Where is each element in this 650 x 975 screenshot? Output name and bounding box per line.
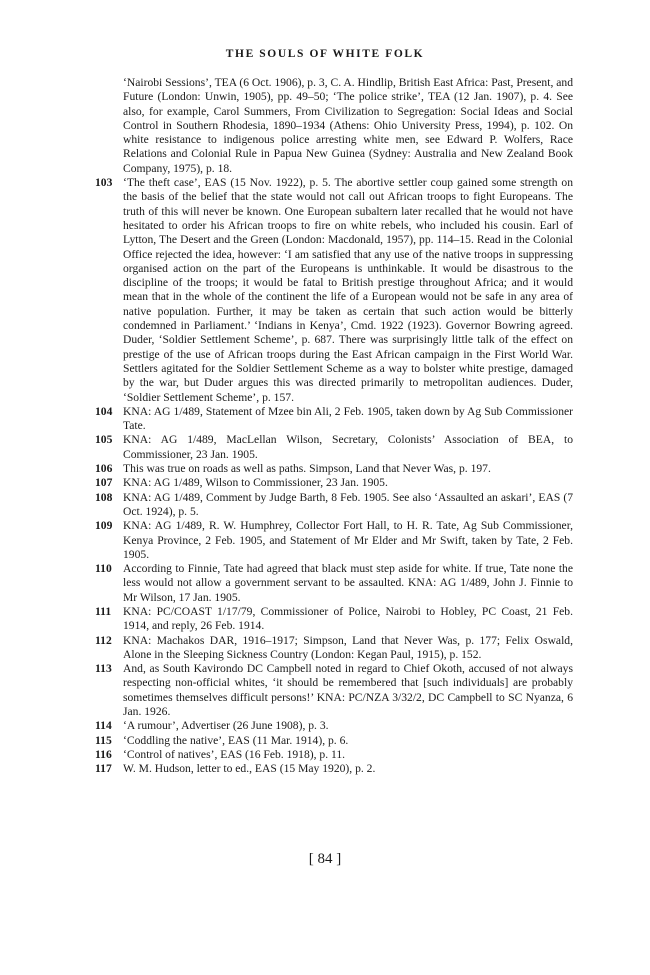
note-112: [95, 634, 573, 663]
note-text: According to Finnie, Tate had agreed that black must step aside for white. If true, Tate none the less would not allow a government servant to be assaulted. KNA: AG 1/489, John J. Finnie to Mr Wilson, 17 Jan. 1905.: [123, 562, 573, 604]
note-number: 110: [95, 562, 112, 576]
note-text: KNA: PC/COAST 1/17/79, Commissioner of Police, Nairobi to Hobley, PC Coast, 21 Feb. 1914, and reply, 26 Feb. 1914.: [123, 604, 573, 633]
note-109: [95, 519, 573, 562]
note-number: 112: [95, 633, 112, 647]
note-text: ‘Coddling the native’, EAS (11 Mar. 1914), p. 6.: [123, 733, 349, 747]
note-text: This was true on roads as well as paths. Simpson, Land that Never Was, p. 197.: [123, 462, 491, 476]
note-number: 105: [95, 433, 113, 447]
endnotes: [95, 76, 573, 777]
note-number: 104: [95, 404, 113, 418]
note-text: ‘A rumour’, Advertiser (26 June 1908), p. 3.: [123, 719, 329, 733]
note-103: [95, 176, 573, 405]
note-number: 111: [95, 604, 112, 618]
note-107: [95, 476, 573, 490]
page-number: [ 84 ]: [308, 851, 342, 867]
note-number: 113: [95, 662, 112, 676]
note-106: [95, 462, 573, 476]
note-115: [95, 734, 573, 748]
note-text: KNA: AG 1/489, Comment by Judge Barth, 8 Feb. 1905. See also ‘Assaulted an askari’, EAS (7 Oct. 1924), p. 5.: [123, 490, 573, 518]
note-number: 116: [95, 747, 112, 761]
note-117: [95, 762, 573, 776]
note-continuation: ‘Nairobi Sessions’, TEA (6 Oct. 1906), p. 3, C. A. Hindlip, British East Africa: Past, Present, and Future (London: Unwin, 1905), pp. 49–50; ‘The police strike’, TEA (12 Jan. 1907), p. 4. See also, for example, Carol Summers, From Civilization to Segregation: Social Ideas and Social Control in Southern Rhodesia, 1890–1934 (Athens: Ohio University Press, 1994), p. 102. On white resistance to indigenous police arresting white men, see Edward P. Wolfers, Race Relations and Colonial Rule in Papua New Guinea (Sydney: Australia and New Zealand Book Company, 1975), p. 18.: [123, 76, 573, 175]
running-head: THE SOULS OF WHITE FOLK: [225, 48, 425, 60]
note-text: KNA: Machakos DAR, 1916–1917; Simpson, Land that Never Was, p. 177; Felix Oswald, Alone in the Sleeping Sickness Country (London: Kegan Paul, 1915), p. 152.: [123, 633, 573, 661]
note-111: [95, 605, 573, 634]
note-114: [95, 719, 573, 733]
note-number: 109: [95, 519, 113, 533]
note-text: W. M. Hudson, letter to ed., EAS (15 May 1920), p. 2.: [123, 762, 376, 776]
note-text: ‘The theft case’, EAS (15 Nov. 1922), p. 5. The abortive settler coup gained some strength on the basis of the belief that the state would not call out African troops to fight Europeans. The truth of this will never be known. One European subaltern later recalled that he would not have hesitated to order his African troops to fire on white rebels, who included his cousin. Earl of Lytton, The Desert and the Green (London: Macdonald, 1957), pp. 114–15. Read in the Colonial Office rejected the idea, however: ‘I am satisfied that any use of the native troops in suppressing organised action on the part of the Europeans is unthinkable. It would be disastrous to the discipline of the troops; it would be fatal to British prestige throughout Africa; and it would mean that in the whole of the continent the life of a European would not be safe in any area of native population. Further, it may be taken as certain that such action would be bitterly condemned in Parliament.’ ‘Indians in Kenya’, Cmd. 1922 (1923). Governor Bowring agreed. Duder, ‘Soldier Settlement Scheme’, p. 687. There was surprisingly little talk of the effect on prestige of the use of African troops during the East African campaign in the First World War. Settlers agitated for the Soldier Settlement Scheme as a way to bolster white prestige, damaged by the war, but Duder argues this was directed primarily to metropolitan audiences. Duder, ‘Soldier Settlement Scheme’, p. 157.: [123, 176, 573, 404]
note-108: [95, 491, 573, 520]
note-number: 103: [95, 176, 113, 190]
note-113: [95, 662, 573, 719]
note-number: 107: [95, 476, 113, 490]
note-text: KNA: AG 1/489, Wilson to Commissioner, 23 Jan. 1905.: [123, 476, 388, 490]
note-text: ‘Control of natives’, EAS (16 Feb. 1918), p. 11.: [123, 747, 346, 761]
note-text: And, as South Kavirondo DC Campbell noted in regard to Chief Okoth, accused of not always respecting non-official whites, ‘it should be remembered that [such individuals] are probably sometimes themselves difficult persons!’ KNA: PC/NZA 3/32/2, DC Campbell to SC Nyanza, 6 Jan. 1926.: [123, 662, 573, 719]
note-110: [95, 562, 573, 605]
note-105: [95, 433, 573, 462]
note-text: KNA: AG 1/489, Statement of Mzee bin Ali, 2 Feb. 1905, taken down by Ag Sub Commissioner Tate.: [123, 404, 573, 433]
note-104: [95, 405, 573, 434]
note-number: 114: [95, 719, 112, 733]
note-number: 106: [95, 462, 113, 476]
note-number: 108: [95, 490, 113, 504]
note-number: 115: [95, 733, 112, 747]
note-116: [95, 748, 573, 762]
note-text: KNA: AG 1/489, MacLellan Wilson, Secretary, Colonists’ Association of BEA, to Commissioner, 23 Jan. 1905.: [123, 433, 573, 461]
note-number: 117: [95, 762, 112, 776]
note-text: KNA: AG 1/489, R. W. Humphrey, Collector Fort Hall, to H. R. Tate, Ag Sub Commissioner, Kenya Province, 2 Feb. 1905, and Statement of Mr Elder and Mr Swift, taken by Tate, 2 Feb. 1905.: [123, 519, 573, 561]
